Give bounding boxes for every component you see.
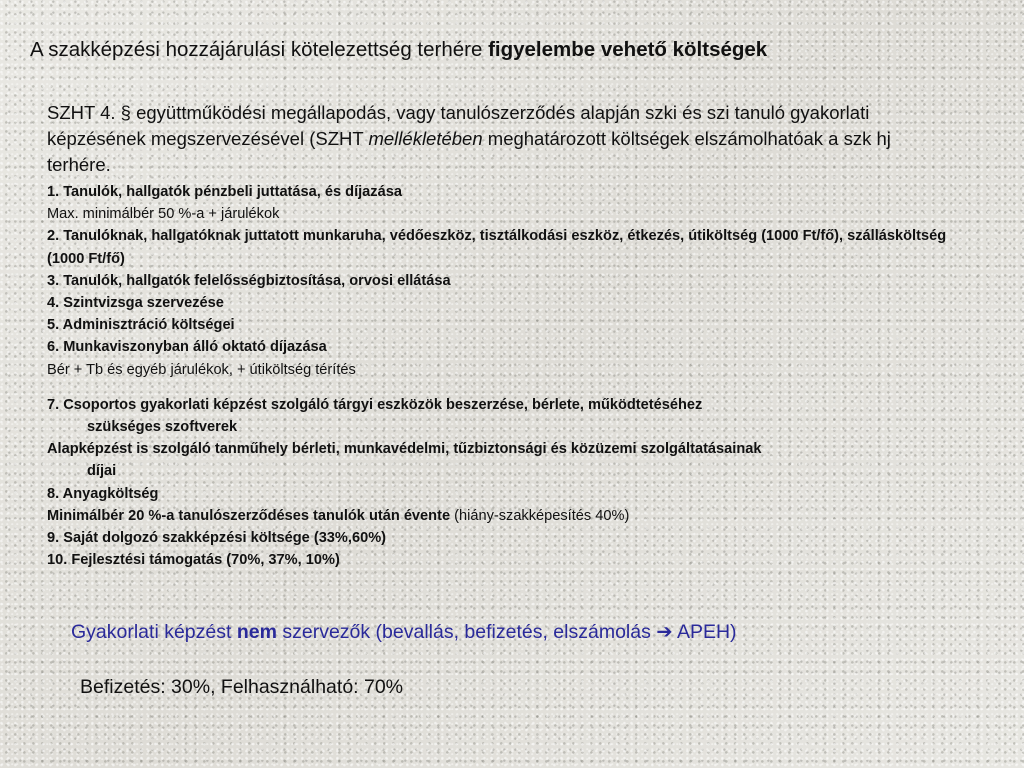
intro-part2: meghatározott költségek elszámolhatóak a szk hj terhére.: [47, 128, 891, 175]
list-item: 3. Tanulók, hallgatók felelősségbiztosítása, orvosi ellátása: [47, 272, 451, 289]
list-item: 10. Fejlesztési támogatás (70%, 37%, 10%): [47, 552, 340, 569]
list-gap: [47, 381, 977, 394]
note-blue-part2: szervezők (bevallás, befizetés, elszámolás: [276, 621, 657, 643]
title-bold: figyelembe vehető költségek: [488, 38, 768, 61]
list-item: 2. Tanulóknak, hallgatóknak juttatott munkaruha, védőeszköz, tisztálkodási eszköz, étkezés, útiköltség (1000 Ft/fő), szállásköltség (1000 Ft/fő): [47, 228, 947, 267]
list-item: 1. Tanulók, hallgatók pénzbeli juttatása, és díjazása: [47, 184, 402, 200]
list-item: 7. Csoportos gyakorlati képzést szolgáló tárgyi eszközök beszerzése, bérlete, működtetéséhez: [47, 396, 703, 413]
list-item: Max. minimálbér 50 %-a + járulékok: [47, 206, 280, 223]
non-organizer-note: [71, 620, 737, 644]
list-item: Alapképzést is szolgáló tanműhely bérleti, munkavédelmi, tűzbiztonsági és közüzemi szolgáltatásainak: [47, 441, 762, 458]
list-item: 4. Szintvizsga szervezése: [47, 295, 224, 312]
arrow-right-icon: ➔: [656, 620, 673, 643]
list-item: [47, 505, 977, 527]
payment-note: Befizetés: 30%, Felhasználható: 70%: [80, 676, 404, 698]
list-item: díjai: [87, 463, 117, 480]
note-blue-bold: nem: [236, 621, 277, 643]
slide-title: [30, 38, 767, 62]
list-item-normal: (hiány-szakképesítés 40%): [450, 507, 630, 524]
list-item: 6. Munkaviszonyban álló oktató díjazása: [47, 339, 327, 356]
list-item: Bér + Tb és egyéb járulékok, + útiköltség térítés: [47, 361, 356, 378]
list-item: 8. Anyagköltség: [47, 485, 159, 502]
note-blue-part3: APEH): [672, 621, 737, 643]
note-blue-part1: Gyakorlati képzést: [71, 621, 237, 643]
intro-part1: SZHT 4. § együttműködési megállapodás, vagy tanulószerződés alapján szki és szi tanuló gyakorlati képzésének megszervezésével (SZHT: [47, 102, 870, 149]
title-normal: A szakképzési hozzájárulási kötelezettség terhére: [30, 38, 489, 61]
list-item: 5. Adminisztráció költségei: [47, 317, 235, 334]
list-item: szükséges szoftverek: [87, 419, 238, 436]
list-item: 9. Saját dolgozó szakképzési költsége (33%,60%): [47, 530, 387, 547]
intro-paragraph: [47, 100, 927, 178]
cost-list: [47, 181, 977, 571]
intro-italic: mellékletében: [368, 128, 483, 149]
list-item-bold: Minimálbér 20 %-a tanulószerződéses tanulók után évente: [47, 507, 451, 524]
